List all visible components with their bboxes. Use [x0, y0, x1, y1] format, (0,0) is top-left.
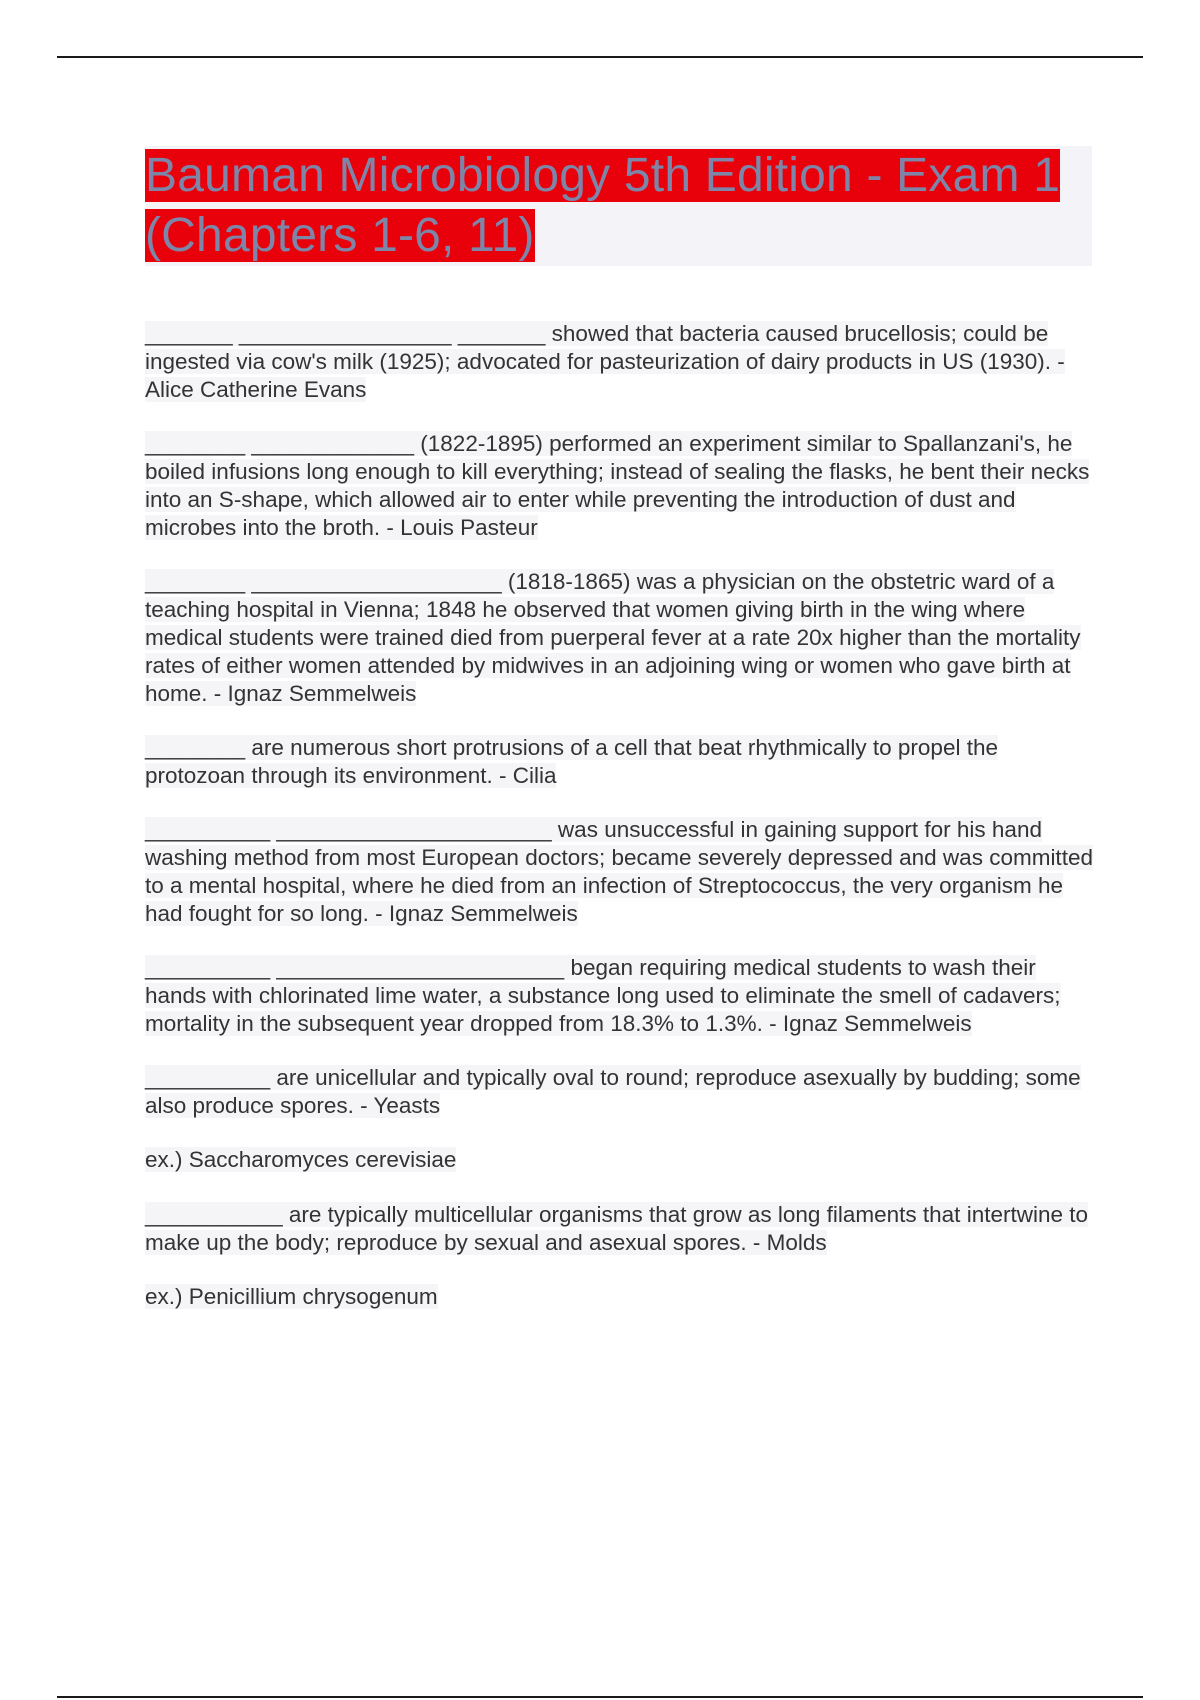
flashcard-entry-molds: [145, 1201, 1095, 1257]
document-title-text: Bauman Microbiology 5th Edition - Exam 1 (Chapters 1-6, 11): [145, 149, 1061, 262]
flashcard-text: __________ _______________________ began requiring medical students to wash their hands with chlorinated lime water, a substance long used to eliminate the smell of cadavers; mortality in the subsequent year dropped from 18.3% to 1.3%. - Ignaz Semmelweis: [145, 955, 1061, 1036]
example-text: ex.) Penicillium chrysogenum: [145, 1284, 438, 1309]
flashcard-text: ________ _____________ (1822-1895) performed an experiment similar to Spallanzani's, he boiled infusions long enough to kill everything; instead of sealing the flasks, he bent their necks into an S-shape, which allowed air to enter while preventing the introduction of dust and microbes into the broth. - Louis Pasteur: [145, 431, 1090, 540]
document-title: [145, 146, 1092, 266]
bottom-rule: [57, 1696, 1143, 1698]
flashcard-entry-semmelweis-3: [145, 954, 1095, 1038]
flashcard-entry-cilia: [145, 734, 1095, 790]
example-text: ex.) Saccharomyces cerevisiae: [145, 1147, 457, 1172]
flashcard-text: ___________ are typically multicellular organisms that grow as long filaments that intertwine to make up the body; reproduce by sexual and asexual spores. - Molds: [145, 1202, 1089, 1255]
flashcard-entry-louis-pasteur: [145, 430, 1095, 542]
flashcard-entry-semmelweis-1: [145, 568, 1095, 708]
flashcard-entry-alice-evans: [145, 320, 1095, 404]
flashcard-list: [145, 320, 1095, 1338]
example-mold: [145, 1283, 1095, 1311]
example-yeast: [145, 1146, 1095, 1174]
flashcard-text: __________ ______________________ was unsuccessful in gaining support for his hand washing method from most European doctors; became severely depressed and was committed to a mental hospital, where he died from an infection of Streptococcus, the very organism he had fought for so long. - Ignaz Semmelweis: [145, 817, 1093, 926]
flashcard-text: ________ are numerous short protrusions of a cell that beat rhythmically to propel the protozoan through its environment. - Cilia: [145, 735, 998, 788]
title-block: [145, 146, 1092, 266]
flashcard-text: _______ _________________ _______ showed that bacteria caused brucellosis; could be ingested via cow's milk (1925); advocated for pasteurization of dairy products in US (1930). - Alice Catherine Evans: [145, 321, 1065, 402]
top-rule: [57, 56, 1143, 58]
flashcard-text: __________ are unicellular and typically oval to round; reproduce asexually by budding; some also produce spores. - Yeasts: [145, 1065, 1081, 1118]
flashcard-entry-yeasts: [145, 1064, 1095, 1120]
flashcard-entry-semmelweis-2: [145, 816, 1095, 928]
flashcard-text: ________ ____________________ (1818-1865) was a physician on the obstetric ward of a teaching hospital in Vienna; 1848 he observed that women giving birth in the wing where medical students were trained died from puerperal fever at a rate 20x higher than the mortality rates of either women attended by midwives in an adjoining wing or women who gave birth at home. - Ignaz Semmelweis: [145, 569, 1081, 706]
